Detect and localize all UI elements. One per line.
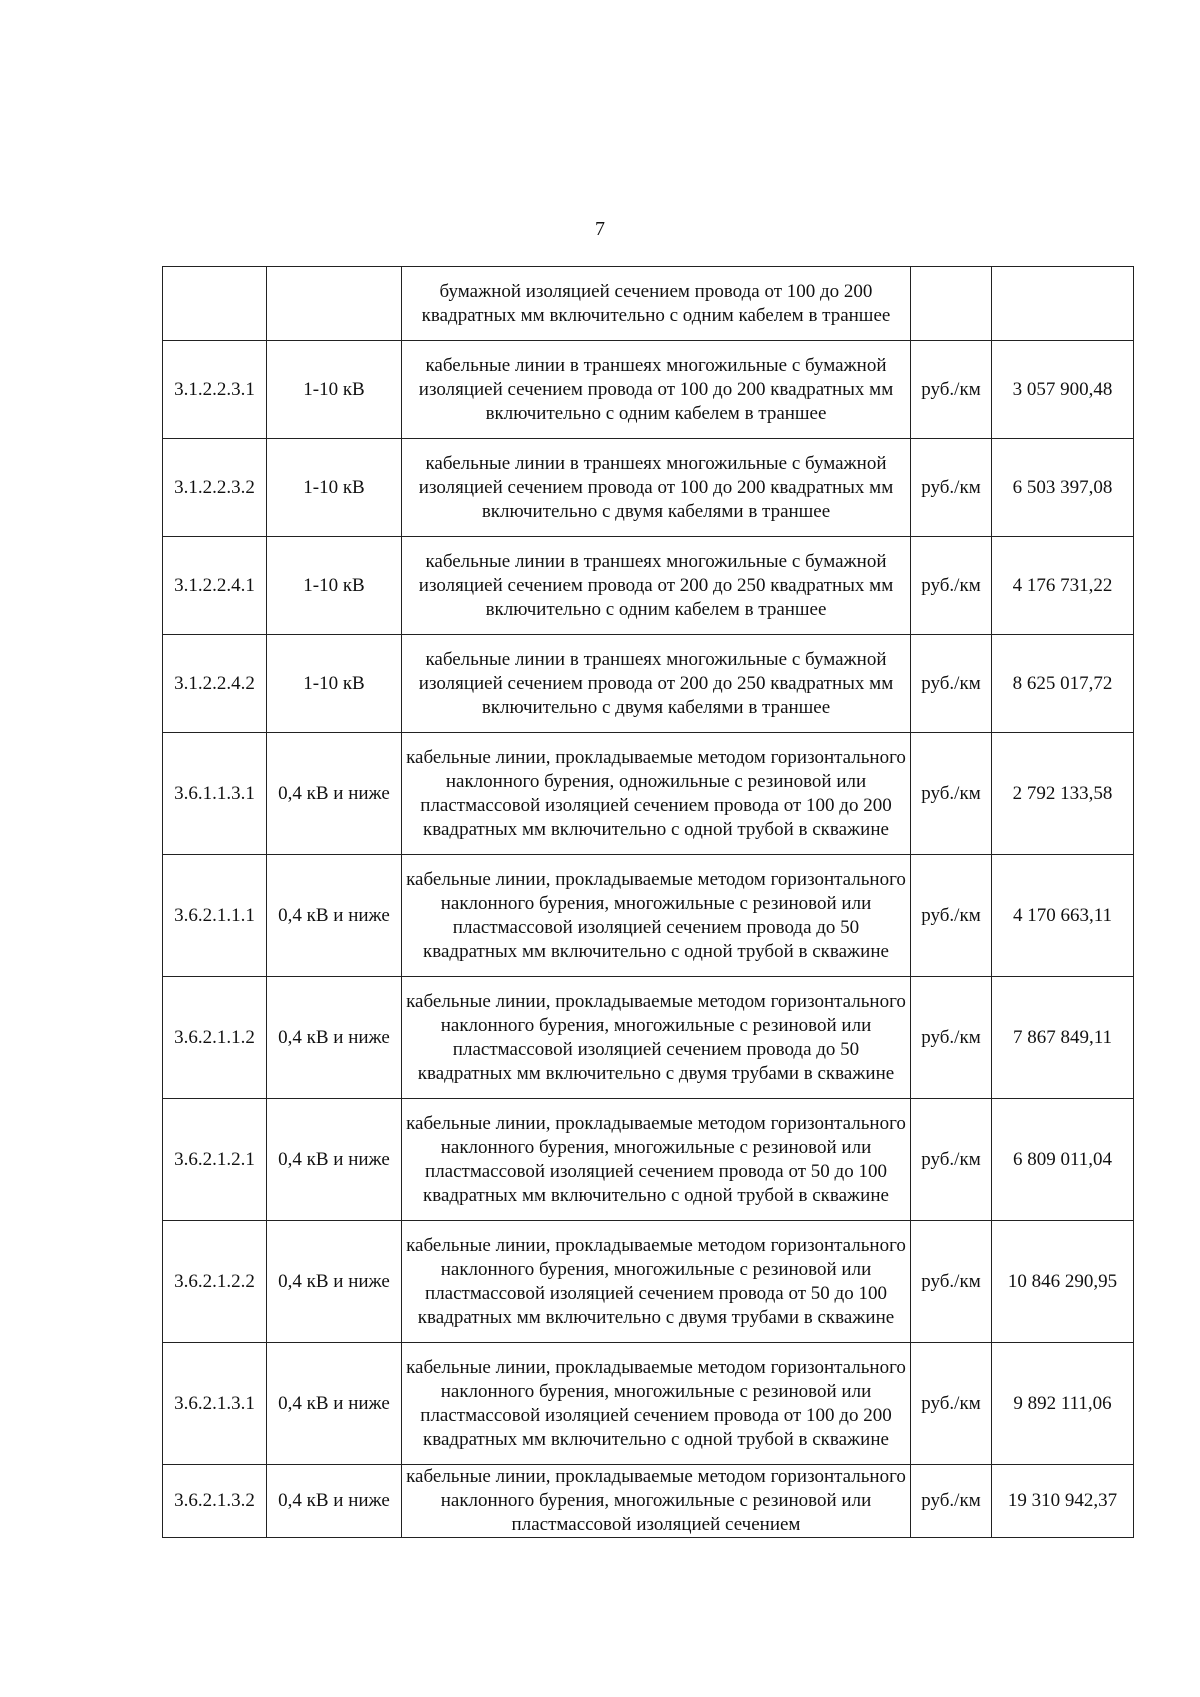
row-code: 3.6.1.1.3.1 <box>163 733 267 855</box>
row-description: кабельные линии, прокладываемые методом горизонтального наклонного бурения, многожильные с резиновой или пластмассовой изоляцией сечением <box>402 1465 911 1538</box>
row-description: кабельные линии, прокладываемые методом горизонтального наклонного бурения, многожильные с резиновой или пластмассовой изоляцией сечением провода до 50 квадратных мм включительно с двумя трубами в скважине <box>402 977 911 1099</box>
row-voltage: 0,4 кВ и ниже <box>267 733 402 855</box>
row-unit: руб./км <box>911 733 992 855</box>
row-description: кабельные линии в траншеях многожильные с бумажной изоляцией сечением провода от 200 до 250 квадратных мм включительно с одним кабелем в траншее <box>402 537 911 635</box>
row-description: бумажной изоляцией сечением провода от 100 до 200 квадратных мм включительно с одним кабелем в траншее <box>402 267 911 341</box>
row-unit: руб./км <box>911 855 992 977</box>
row-unit: руб./км <box>911 635 992 733</box>
row-code: 3.1.2.2.3.1 <box>163 341 267 439</box>
row-unit: руб./км <box>911 537 992 635</box>
table-row <box>163 267 1134 341</box>
row-description: кабельные линии в траншеях многожильные с бумажной изоляцией сечением провода от 100 до 200 квадратных мм включительно с одним кабелем в траншее <box>402 341 911 439</box>
row-description: кабельные линии в траншеях многожильные с бумажной изоляцией сечением провода от 200 до 250 квадратных мм включительно с двумя кабелями в траншее <box>402 635 911 733</box>
row-unit <box>911 267 992 341</box>
row-voltage <box>267 267 402 341</box>
row-price: 4 170 663,11 <box>992 855 1134 977</box>
row-price: 10 846 290,95 <box>992 1221 1134 1343</box>
row-code <box>163 267 267 341</box>
table-row <box>163 341 1134 439</box>
row-code: 3.6.2.1.1.2 <box>163 977 267 1099</box>
row-voltage: 0,4 кВ и ниже <box>267 855 402 977</box>
table-row <box>163 977 1134 1099</box>
row-price: 19 310 942,37 <box>992 1465 1134 1538</box>
row-voltage: 1-10 кВ <box>267 341 402 439</box>
row-code: 3.1.2.2.3.2 <box>163 439 267 537</box>
table-row <box>163 1465 1134 1538</box>
table-row <box>163 855 1134 977</box>
row-voltage: 0,4 кВ и ниже <box>267 1099 402 1221</box>
row-unit: руб./км <box>911 1343 992 1465</box>
row-description: кабельные линии, прокладываемые методом горизонтального наклонного бурения, одножильные с резиновой или пластмассовой изоляцией сечением провода от 100 до 200 квадратных мм включительно с одной трубой в скважине <box>402 733 911 855</box>
row-code: 3.1.2.2.4.1 <box>163 537 267 635</box>
row-unit: руб./км <box>911 439 992 537</box>
row-description: кабельные линии, прокладываемые методом горизонтального наклонного бурения, многожильные с резиновой или пластмассовой изоляцией сечением провода до 50 квадратных мм включительно с одной трубой в скважине <box>402 855 911 977</box>
row-code: 3.6.2.1.3.2 <box>163 1465 267 1538</box>
row-price: 4 176 731,22 <box>992 537 1134 635</box>
row-voltage: 1-10 кВ <box>267 635 402 733</box>
row-voltage: 0,4 кВ и ниже <box>267 1343 402 1465</box>
rates-table <box>162 266 1134 1538</box>
row-code: 3.6.2.1.1.1 <box>163 855 267 977</box>
row-price: 8 625 017,72 <box>992 635 1134 733</box>
row-unit: руб./км <box>911 1221 992 1343</box>
row-voltage: 0,4 кВ и ниже <box>267 977 402 1099</box>
row-price: 3 057 900,48 <box>992 341 1134 439</box>
row-description: кабельные линии, прокладываемые методом горизонтального наклонного бурения, многожильные с резиновой или пластмассовой изоляцией сечением провода от 100 до 200 квадратных мм включительно с одной трубой в скважине <box>402 1343 911 1465</box>
row-description: кабельные линии, прокладываемые методом горизонтального наклонного бурения, многожильные с резиновой или пластмассовой изоляцией сечением провода от 50 до 100 квадратных мм включительно с двумя трубами в скважине <box>402 1221 911 1343</box>
row-description: кабельные линии, прокладываемые методом горизонтального наклонного бурения, многожильные с резиновой или пластмассовой изоляцией сечением провода от 50 до 100 квадратных мм включительно с одной трубой в скважине <box>402 1099 911 1221</box>
row-voltage: 1-10 кВ <box>267 537 402 635</box>
table-row <box>163 439 1134 537</box>
table-row <box>163 1221 1134 1343</box>
row-price: 2 792 133,58 <box>992 733 1134 855</box>
row-voltage: 1-10 кВ <box>267 439 402 537</box>
row-code: 3.6.2.1.2.2 <box>163 1221 267 1343</box>
table-row <box>163 1099 1134 1221</box>
row-unit: руб./км <box>911 1465 992 1538</box>
row-unit: руб./км <box>911 977 992 1099</box>
row-code: 3.6.2.1.3.1 <box>163 1343 267 1465</box>
row-unit: руб./км <box>911 1099 992 1221</box>
table-row <box>163 1343 1134 1465</box>
row-unit: руб./км <box>911 341 992 439</box>
row-code: 3.6.2.1.2.1 <box>163 1099 267 1221</box>
row-price: 6 503 397,08 <box>992 439 1134 537</box>
row-code: 3.1.2.2.4.2 <box>163 635 267 733</box>
row-voltage: 0,4 кВ и ниже <box>267 1465 402 1538</box>
row-description: кабельные линии в траншеях многожильные с бумажной изоляцией сечением провода от 100 до 200 квадратных мм включительно с двумя кабелями в траншее <box>402 439 911 537</box>
row-price: 6 809 011,04 <box>992 1099 1134 1221</box>
row-price: 7 867 849,11 <box>992 977 1134 1099</box>
row-voltage: 0,4 кВ и ниже <box>267 1221 402 1343</box>
table-row <box>163 537 1134 635</box>
page-number: 7 <box>595 218 605 240</box>
row-price: 9 892 111,06 <box>992 1343 1134 1465</box>
table-row <box>163 733 1134 855</box>
table-row <box>163 635 1134 733</box>
row-price <box>992 267 1134 341</box>
